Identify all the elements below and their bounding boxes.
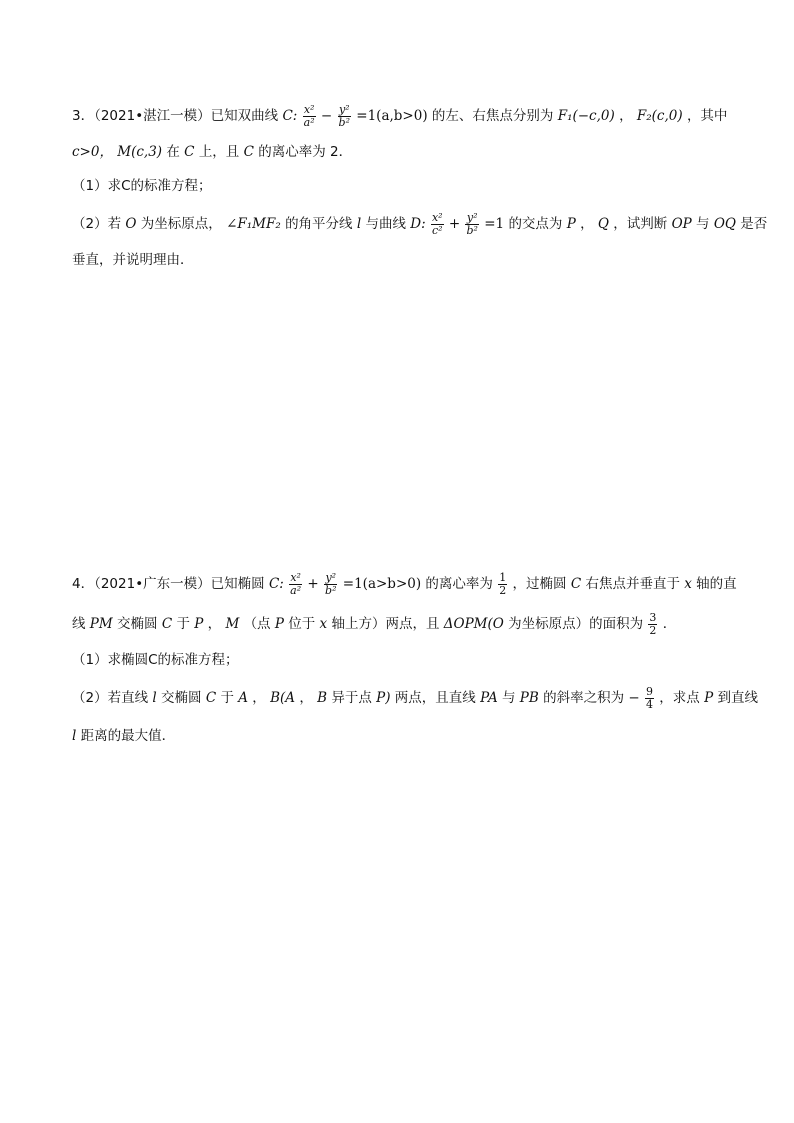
equals: =1 (484, 216, 505, 232)
problem-3-line-2 (72, 142, 352, 162)
problem-4-line-2 (72, 612, 676, 637)
point-p: P (566, 216, 576, 232)
point-q: Q (597, 216, 609, 232)
text: 轴上方）两点，且 (331, 616, 440, 632)
text: 于 (220, 690, 234, 706)
text: ，过椭圆 (512, 576, 567, 592)
point-b: B(A (270, 690, 296, 706)
fraction (498, 572, 507, 597)
curve-c: C (205, 690, 217, 706)
line-l: l (72, 728, 77, 744)
fraction (324, 572, 337, 597)
text: ， (580, 216, 594, 232)
problem-4-q1: （1）求椭圆C的标准方程； (72, 652, 239, 668)
frac-den: b² (325, 584, 337, 597)
frac-num: x² (290, 571, 301, 584)
text: 上，且 (198, 144, 240, 160)
minus-sign: − (320, 108, 333, 124)
text: 两点，且直线 (394, 690, 476, 706)
line-pa: PA (480, 690, 498, 706)
text: 的离心率为 (425, 576, 493, 592)
fraction (303, 104, 316, 129)
curve-c: C (161, 616, 173, 632)
text: 与 (696, 216, 710, 232)
text: 右焦点并垂直于 (585, 576, 680, 592)
frac-num: 3 (649, 611, 657, 624)
text: 轴的直 (696, 576, 737, 592)
text: 的左、右焦点分别为 (431, 108, 554, 124)
text: （点 (243, 616, 271, 632)
line-pm: PM (89, 616, 113, 632)
segment-oq: OQ (713, 216, 736, 232)
frac-num: 9 (646, 685, 653, 698)
equation-tail: =1(a>b>0) (342, 576, 422, 592)
point-p: P) (376, 690, 391, 706)
text: 交椭圆 (161, 690, 202, 706)
text: 的离心率为 2． (258, 144, 353, 160)
text: ． (662, 616, 677, 632)
plus-sign: + (307, 576, 319, 592)
text: 的斜率之积为 (543, 690, 625, 706)
fraction (431, 212, 444, 237)
text: 的交点为 (508, 216, 563, 232)
axis-x: x (319, 616, 328, 632)
frac-den: a² (303, 116, 315, 129)
triangle-opm: ΔOPM(O (443, 616, 504, 632)
segment-op: OP (671, 216, 692, 232)
eq-prefix: C: (268, 576, 284, 592)
angle: ∠F₁MF₂ (226, 216, 281, 232)
text: 位于 (288, 616, 316, 632)
plus-sign: + (448, 216, 461, 232)
fraction (289, 572, 302, 597)
text: 距离的最大值． (80, 728, 176, 744)
frac-num: 1 (499, 571, 507, 584)
eq-prefix: C: (282, 108, 298, 124)
frac-num: y² (466, 211, 478, 224)
point-m: M(c,3) (117, 144, 163, 160)
text: （2）若 (72, 216, 122, 232)
line-pb: PB (519, 690, 539, 706)
text: 为坐标原点， (140, 216, 222, 232)
frac-den: c² (431, 224, 443, 237)
text: ， (252, 690, 266, 706)
text: ， (299, 690, 313, 706)
text: 于 (176, 616, 190, 632)
text: 在 (166, 144, 180, 160)
text: 与 (501, 690, 516, 706)
point-b: B (317, 690, 328, 706)
text: 与曲线 (365, 216, 406, 232)
text: 为坐标原点）的面积为 (508, 616, 644, 632)
point-a: A (238, 690, 248, 706)
minus-sign: − (628, 690, 640, 706)
frac-num: x² (431, 211, 443, 224)
frac-den: 4 (646, 698, 653, 711)
equation-tail: =1(a,b>0) (356, 108, 428, 124)
frac-den: b² (338, 116, 350, 129)
line-l: l (356, 216, 362, 232)
text: 线 (72, 616, 86, 632)
fraction (648, 612, 657, 637)
frac-den: a² (290, 584, 302, 597)
problem-4-q2-line-1 (72, 686, 758, 711)
text: ， (207, 616, 222, 632)
text: 到直线 (717, 690, 758, 706)
problem-4-q2-line-2 (72, 726, 175, 746)
frac-den: 2 (649, 624, 657, 637)
frac-den: 2 (499, 584, 507, 597)
text: 交椭圆 (117, 616, 158, 632)
text: c>0， (72, 144, 113, 160)
frac-num: y² (338, 103, 350, 116)
text: 异于点 (331, 690, 372, 706)
text: ，求点 (659, 690, 700, 706)
frac-num: x² (303, 103, 315, 116)
frac-den: b² (466, 224, 478, 237)
text: 的角平分线 (285, 216, 353, 232)
text: ，其中 (686, 108, 728, 124)
curve-c: C (570, 576, 582, 592)
problem-3-q2-line-2: 垂直，并说明理由． (72, 252, 194, 268)
curve-c: C (243, 144, 254, 160)
frac-num: y² (325, 571, 337, 584)
problem-3-head: 3．（2021•湛江一模）已知双曲线 (72, 108, 279, 124)
fraction (338, 104, 351, 129)
point-p: P (274, 616, 284, 632)
problem-3-line-1 (72, 104, 727, 129)
point-p: P (194, 616, 204, 632)
curve-c: C (184, 144, 195, 160)
text: 是否 (740, 216, 768, 232)
fraction (465, 212, 478, 237)
point-p: P (704, 690, 714, 706)
focus-1: F₁(−c,0) (557, 108, 615, 124)
problem-4-line-1 (72, 572, 737, 597)
text: ，试判断 (613, 216, 668, 232)
point-m: M (225, 616, 240, 632)
origin-o: O (125, 216, 137, 232)
problem-4-head: 4．（2021•广东一模）已知椭圆 (72, 576, 265, 592)
fraction (645, 686, 654, 711)
text: （2）若直线 (72, 690, 149, 706)
curve-d: D: (410, 216, 426, 232)
problem-3-q1: （1）求C的标准方程； (72, 178, 212, 194)
axis-x: x (684, 576, 692, 592)
line-l: l (152, 690, 157, 706)
text: ， (619, 108, 633, 124)
problem-3-q2-line-1 (72, 212, 767, 237)
focus-2: F₂(c,0) (636, 108, 683, 124)
